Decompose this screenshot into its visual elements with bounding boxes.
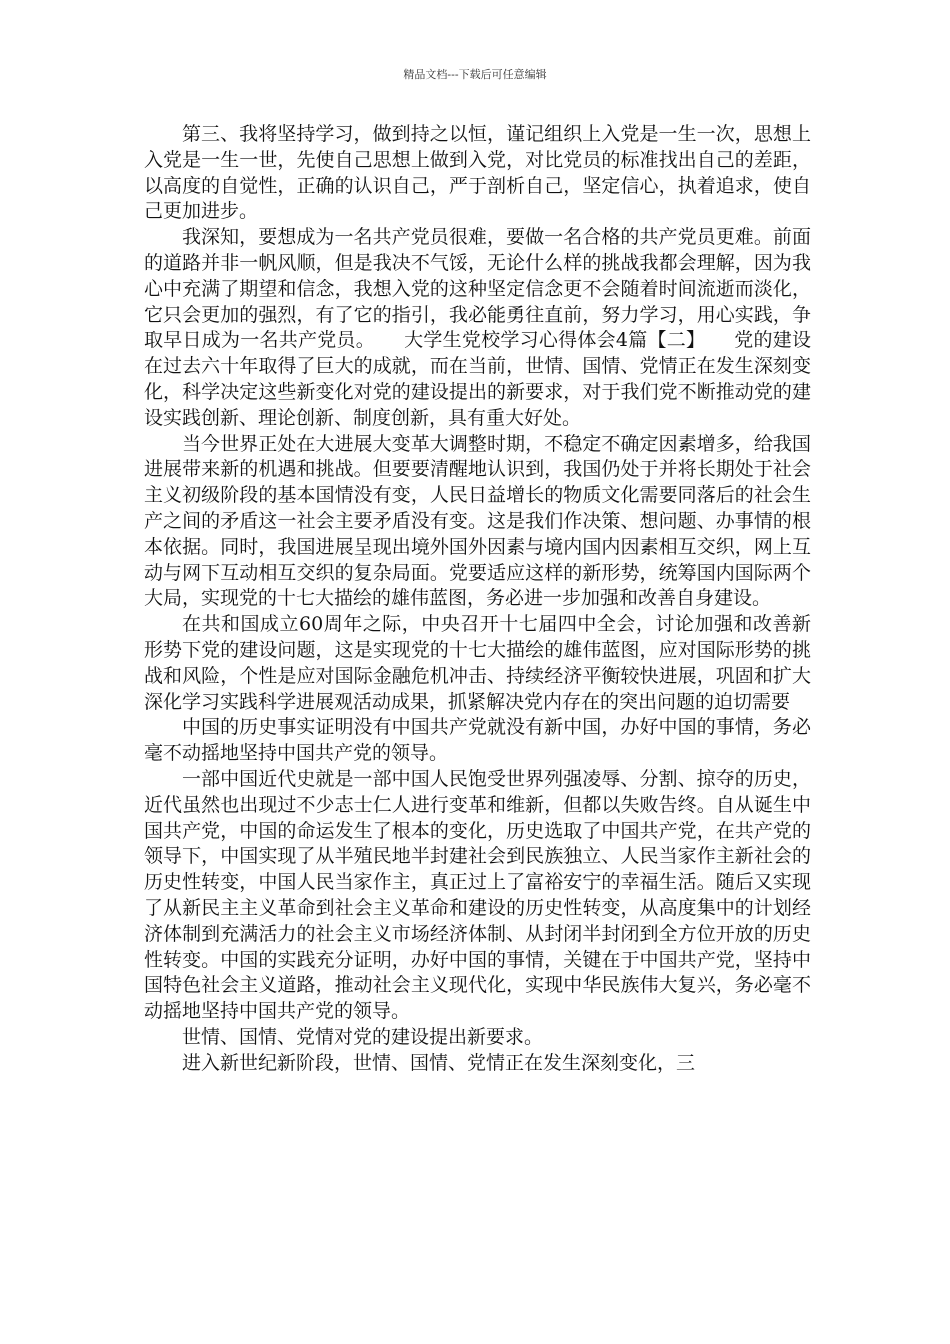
paragraph: 第三、我将坚持学习，做到持之以恒，谨记组织上入党是一生一次，思想上入党是一生一世，先使自己思想上做到入党，对比党员的标准找出自己的差距，以高度的自觉性，正确的认识自己，严于剖析自己，坚定信心，执着追求，使自己更加进步。 [144, 123, 811, 223]
paragraph: 在共和国成立60周年之际，中央召开十七届四中全会，讨论加强和改善新形势下党的建设问题，这是实现党的十七大描绘的雄伟蓝图，应对国际形势的挑战和风险，个性是应对国际金融危机冲击、持续经济平衡较快进展，巩固和扩大深化学习实践科学进展观活动成果，抓紧解决党内存在的突出问题的迫切需要 [144, 613, 811, 713]
paragraph: 当今世界正处在大进展大变革大调整时期，不稳定不确定因素增多，给我国进展带来新的机遇和挑战。但要要清醒地认识到，我国仍处于并将长期处于社会主义初级阶段的基本国情没有变，人民日益增长的物质文化需要同落后的社会生产之间的矛盾这一社会主要矛盾没有变。这是我们作决策、想问题、办事情的根本依据。同时，我国进展呈现出境外国外因素与境内国内因素相互交织，网上互动与网下互动相互交织的复杂局面。党要适应这样的新形势，统筹国内国际两个大局，实现党的十七大描绘的雄伟蓝图，务必进一步加强和改善自身建设。 [144, 432, 811, 610]
paragraph: 我深知，要想成为一名共产党员很难，要做一名合格的共产党员更难。前面的道路并非一帆风顺，但是我决不气馁，无论什么样的挑战我都会理解，因为我心中充满了期望和信念，我想入党的这种坚定信念更不会随着时间流逝而淡化，它只会更加的强烈，有了它的指引，我必能勇往直前，努力学习，用心实践，争取早日成为一名共产党员。 大学生党校学习心得体会4篇【二】 党的建设在过去六十年取得了巨大的成就，而在当前，世情、国情、党情正在发生深刻变化，科学决定这些新变化对党的建设提出的新要求，对于我们党不断推动党的建设实践创新、理论创新、制度创新，具有重大好处。 [144, 226, 811, 429]
paragraph: 进入新世纪新阶段，世情、国情、党情正在发生深刻变化，三 [182, 1051, 696, 1074]
page-header: 精品文档---下载后可任意编辑 [403, 68, 547, 81]
paragraph: 中国的历史事实证明没有中国共产党就没有新中国，办好中国的事情，务必毫不动摇地坚持中国共产党的领导。 [144, 716, 811, 765]
paragraph: 世情、国情、党情对党的建设提出新要求。 [182, 1025, 544, 1048]
paragraph: 一部中国近代史就是一部中国人民饱受世界列强凌辱、分割、掠夺的历史，近代虽然也出现过不少志士仁人进行变革和维新，但都以失败告终。自从诞生中国共产党，中国的命运发生了根本的变化，历史选取了中国共产党，在共产党的领导下，中国实现了从半殖民地半封建社会到民族独立、人民当家作主新社会的历史性转变，中国人民当家作主，真正过上了富裕安宁的幸福生活。随后又实现了从新民主主义革命到社会主义革命和建设的历史性转变，从高度集中的计划经济体制到充满活力的社会主义市场经济体制、从封闭半封闭到全方位开放的历史性转变。中国的实践充分证明，办好中国的事情，关键在于中国共产党，坚持中国特色社会主义道路，推动社会主义现代化，实现中华民族伟大复兴，务必毫不动摇地坚持中国共产党的领导。 [144, 767, 811, 1023]
document-body [144, 122, 811, 1076]
